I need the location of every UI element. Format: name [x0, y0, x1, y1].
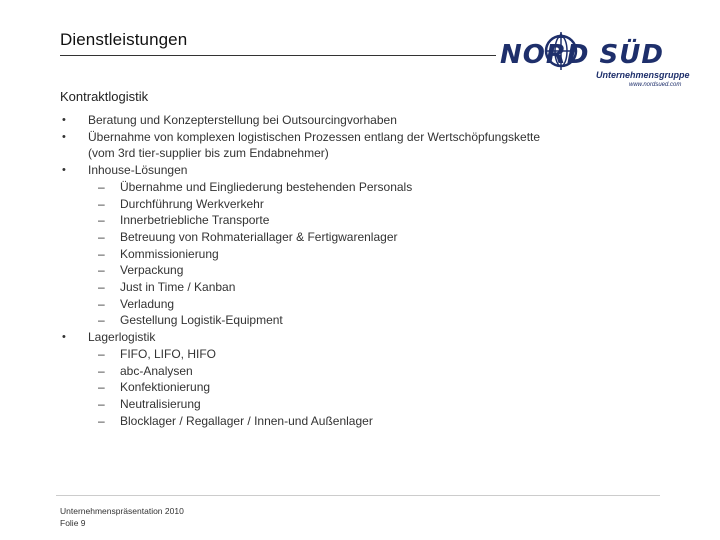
dash-icon: – [98, 380, 105, 395]
sub-bullet-text: abc-Analysen [120, 363, 193, 378]
dash-icon: – [98, 179, 105, 194]
sub-bullet-text: Blocklager / Regallager / Innen-und Außenlager [120, 413, 373, 428]
sub-bullet-item [60, 246, 660, 263]
sub-bullet-item [60, 396, 660, 413]
sub-bullet-item [60, 296, 660, 313]
dash-icon: – [98, 246, 105, 261]
footer-slide-number: Folie 9 [60, 518, 86, 528]
sub-bullet-item [60, 312, 660, 329]
bullet-item [60, 329, 660, 346]
dash-icon: – [98, 213, 105, 228]
bullet-item [60, 162, 660, 179]
sub-bullet-text: Durchführung Werkverkehr [120, 196, 264, 211]
sub-bullet-item [60, 212, 660, 229]
dash-icon: – [98, 196, 105, 211]
sub-bullet-text: Gestellung Logistik-Equipment [120, 313, 283, 328]
footer-divider [56, 495, 660, 496]
sub-bullet-item [60, 346, 660, 363]
section-title: Kontraktlogistik [60, 89, 149, 104]
sub-bullet-text: Innerbetriebliche Transporte [120, 213, 270, 228]
sub-bullet-text: Verpackung [120, 263, 184, 278]
bullet-text: Beratung und Konzepterstellung bei Outsourcingvorhaben [88, 113, 397, 127]
dash-icon: – [98, 263, 105, 278]
footer-presentation: Unternehmenspräsentation 2010 [60, 506, 184, 516]
dash-icon: – [98, 280, 105, 295]
sub-bullet-item [60, 196, 660, 213]
bullet-dot-icon: • [62, 130, 66, 143]
dash-icon: – [98, 313, 105, 328]
bullet-item [60, 145, 660, 162]
bullet-text: Übernahme von komplexen logistischen Prozessen entlang der Wertschöpfungskette [88, 129, 541, 144]
dash-icon: – [98, 396, 105, 411]
logo-wordmark: NORD SÜD [500, 40, 664, 70]
bullet-text: Lagerlogistik [88, 330, 156, 345]
sub-bullet-text: Just in Time / Kanban [120, 280, 236, 295]
sub-bullet-text: Betreuung von Rohmateriallager & Fertigwarenlager [120, 229, 398, 244]
bullet-dot-icon: • [62, 164, 66, 177]
dash-icon: – [98, 413, 105, 428]
bullet-item [60, 129, 660, 146]
dash-icon: – [98, 296, 105, 311]
sub-bullet-item [60, 413, 660, 430]
logo-url: www.nordsued.com [629, 82, 682, 88]
sub-bullet-item [60, 279, 660, 296]
sub-bullet-text: Übernahme und Eingliederung bestehenden Personals [120, 179, 413, 194]
footer [60, 505, 184, 529]
bullet-text: Inhouse-Lösungen [88, 163, 188, 178]
bullet-text: (vom 3rd tier-supplier bis zum Endabnehmer) [88, 146, 329, 161]
bullet-item [60, 112, 660, 129]
dash-icon: – [98, 363, 105, 378]
sub-bullet-text: FIFO, LIFO, HIFO [120, 346, 216, 361]
sub-bullet-item [60, 179, 660, 196]
sub-bullet-item [60, 363, 660, 380]
bullet-dot-icon: • [62, 114, 66, 126]
company-logo [492, 18, 692, 96]
sub-bullet-item [60, 262, 660, 279]
sub-bullet-text: Neutralisierung [120, 396, 201, 411]
sub-bullet-item [60, 229, 660, 246]
dash-icon: – [98, 346, 105, 361]
slide-title: Dienstleistungen [60, 30, 188, 49]
bullet-list [60, 112, 660, 429]
logo-tagline: Unternehmensgruppe [596, 70, 690, 80]
title-divider [60, 55, 496, 56]
sub-bullet-text: Verladung [120, 296, 175, 311]
dash-icon: – [98, 229, 105, 244]
sub-bullet-item [60, 379, 660, 396]
bullet-dot-icon: • [62, 331, 66, 344]
sub-bullet-text: Konfektionierung [120, 380, 211, 395]
globe-icon [542, 32, 580, 70]
sub-bullet-text: Kommissionierung [120, 246, 219, 261]
